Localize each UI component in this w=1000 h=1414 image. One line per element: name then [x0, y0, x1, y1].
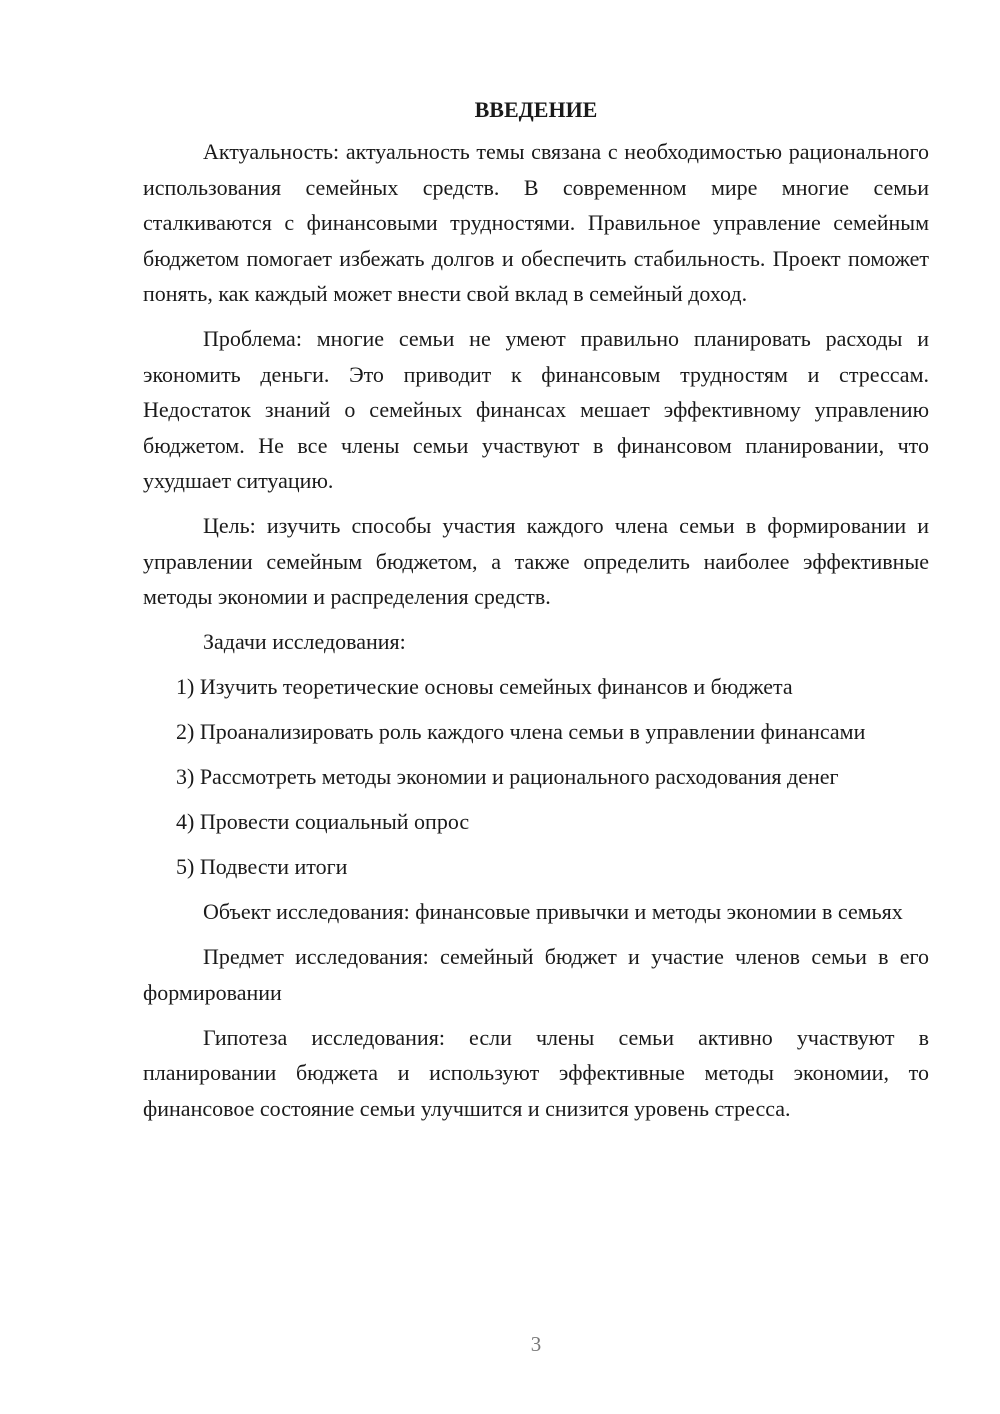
page-number: 3 — [530, 1332, 542, 1356]
goal-paragraph: Цель: изучить способы участия каждого члена семьи в формировании и управлении семейным бюджетом, а также определить наиболее эффективные методы экономии и распределения средств. — [143, 513, 929, 609]
list-item: 2) Проанализировать роль каждого члена семьи в управлении финансами — [176, 719, 866, 744]
list-item: 3) Рассмотреть методы экономии и рационального расходования денег — [176, 764, 839, 789]
relevance-paragraph: Актуальность: актуальность темы связана с необходимостью рационального использования семейных средств. В современном мире многие семьи сталкиваются с финансовыми трудностями. Правильное управление семейным бюджетом помогает избежать долгов и обеспечить стабильность. Проект поможет понять, как каждый может внести свой вклад в семейный доход. — [143, 139, 929, 306]
list-item: 5) Подвести итоги — [176, 854, 348, 879]
object-paragraph: Объект исследования: финансовые привычки и методы экономии в семьях — [203, 899, 903, 924]
page-content — [143, 92, 929, 1136]
list-item: 4) Провести социальный опрос — [176, 809, 470, 834]
hypothesis-paragraph: Гипотеза исследования: если члены семьи активно участвуют в планировании бюджета и используют эффективные методы экономии, то финансовое состояние семьи улучшится и снизится уровень стресса. — [143, 1024, 929, 1121]
list-item: 1) Изучить теоретические основы семейных финансов и бюджета — [176, 674, 793, 699]
subject-paragraph: Предмет исследования: семейный бюджет и участие членов семьи в его формировании — [143, 944, 929, 1005]
page-title: ВВЕДЕНИЕ — [474, 97, 598, 122]
problem-paragraph: Проблема: многие семьи не умеют правильно планировать расходы и экономить деньги. Это приводит к финансовым трудностям и стрессам. Недостаток знаний о семейных финансах мешает эффективному управлению бюджетом. Не все члены семьи участвуют в финансовом планировании, что ухудшает ситуацию. — [143, 326, 929, 493]
tasks-heading: Задачи исследования: — [203, 629, 406, 654]
